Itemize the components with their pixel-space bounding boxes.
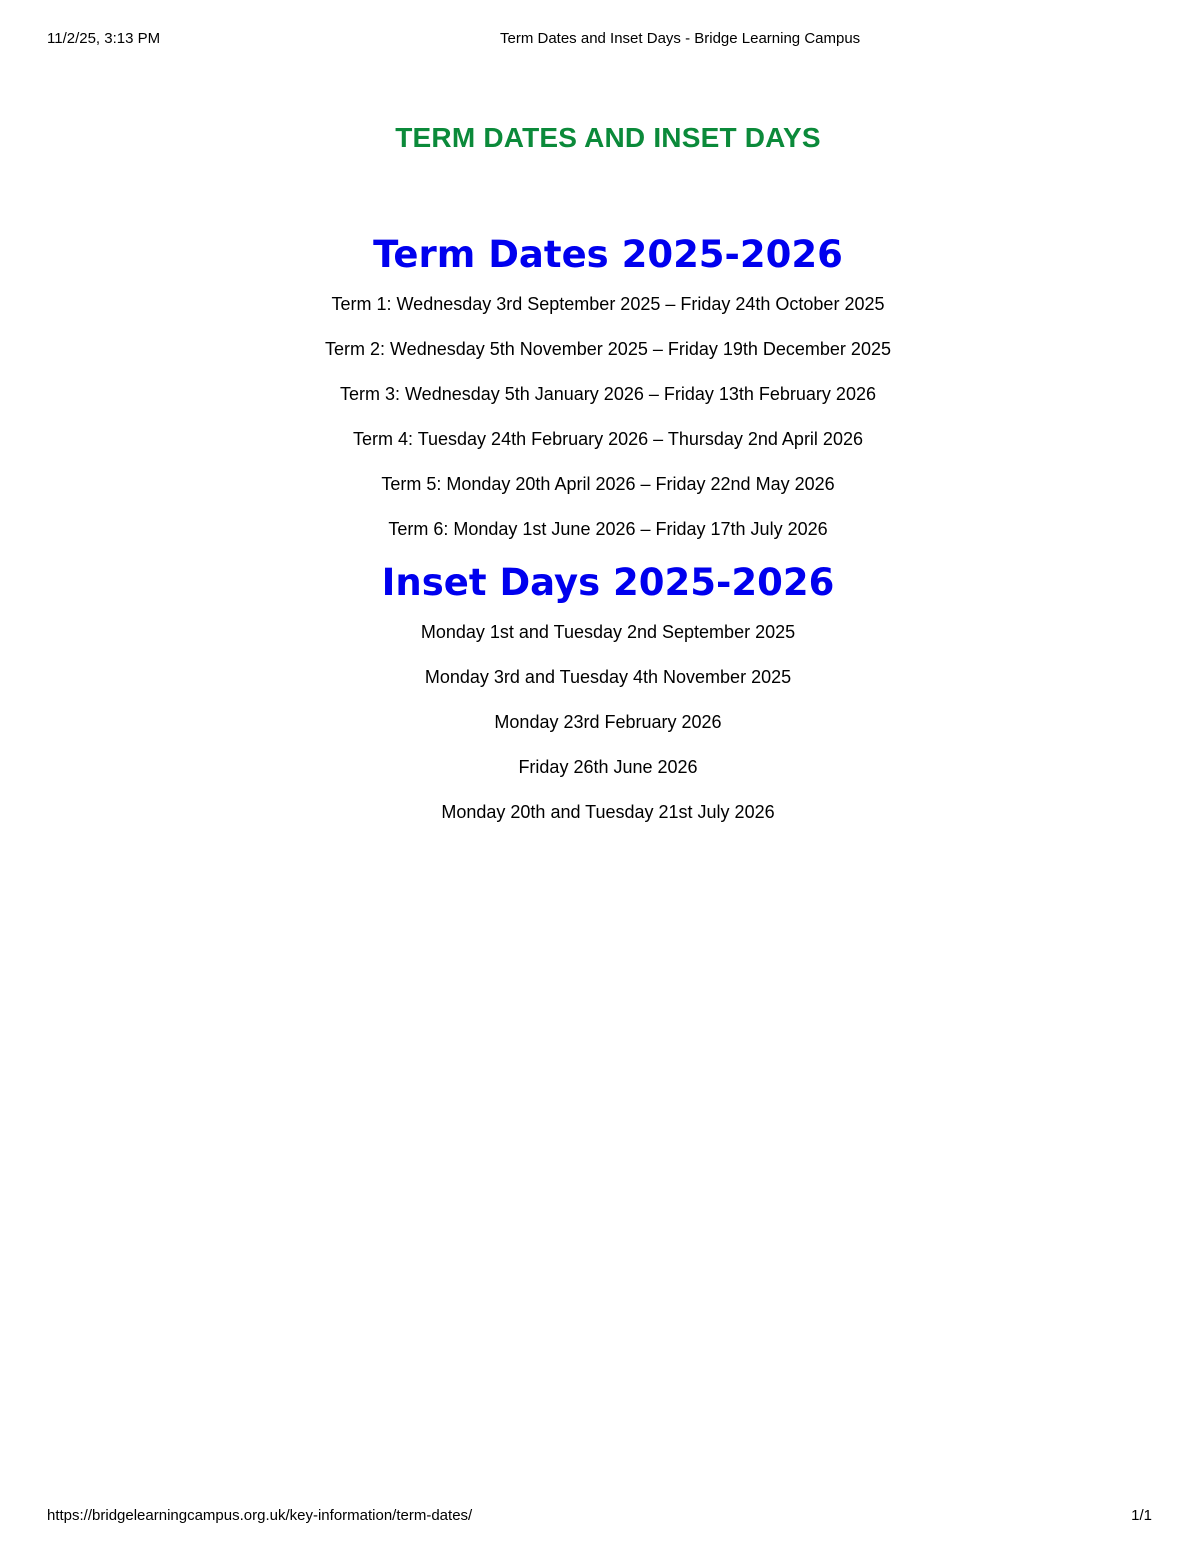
term-date-item: Term 3: Wednesday 5th January 2026 – Friday 13th February 2026: [340, 384, 876, 404]
print-header: [0, 30, 1200, 50]
inset-days-section: [0, 561, 1200, 847]
page-title: TERM DATES AND INSET DAYS: [395, 122, 821, 153]
inset-day-item: Friday 26th June 2026: [518, 757, 698, 777]
inset-days-title: Inset Days 2025-2026: [381, 561, 835, 604]
print-url: https://bridgelearningcampus.org.uk/key-information/term-dates/: [47, 1507, 473, 1524]
term-date-item: Term 1: Wednesday 3rd September 2025 – Friday 24th October 2025: [331, 294, 885, 314]
term-dates-section: [0, 233, 1200, 564]
term-date-item: Term 2: Wednesday 5th November 2025 – Friday 19th December 2025: [325, 339, 891, 359]
print-date-time: 11/2/25, 3:13 PM: [47, 30, 161, 47]
inset-day-item: Monday 3rd and Tuesday 4th November 2025: [424, 667, 792, 687]
term-date-item: Term 4: Tuesday 24th February 2026 – Thursday 2nd April 2026: [353, 429, 863, 449]
print-page-number: 1/1: [1131, 1507, 1152, 1524]
term-date-item: Term 6: Monday 1st June 2026 – Friday 17th July 2026: [388, 519, 828, 539]
print-page-title: Term Dates and Inset Days - Bridge Learning Campus: [500, 30, 861, 47]
inset-day-item: Monday 20th and Tuesday 21st July 2026: [441, 802, 775, 822]
term-dates-title: Term Dates 2025-2026: [373, 233, 843, 276]
inset-day-item: Monday 1st and Tuesday 2nd September 2025: [420, 622, 796, 642]
inset-day-item: Monday 23rd February 2026: [494, 712, 722, 732]
term-date-item: Term 5: Monday 20th April 2026 – Friday 22nd May 2026: [381, 474, 835, 494]
